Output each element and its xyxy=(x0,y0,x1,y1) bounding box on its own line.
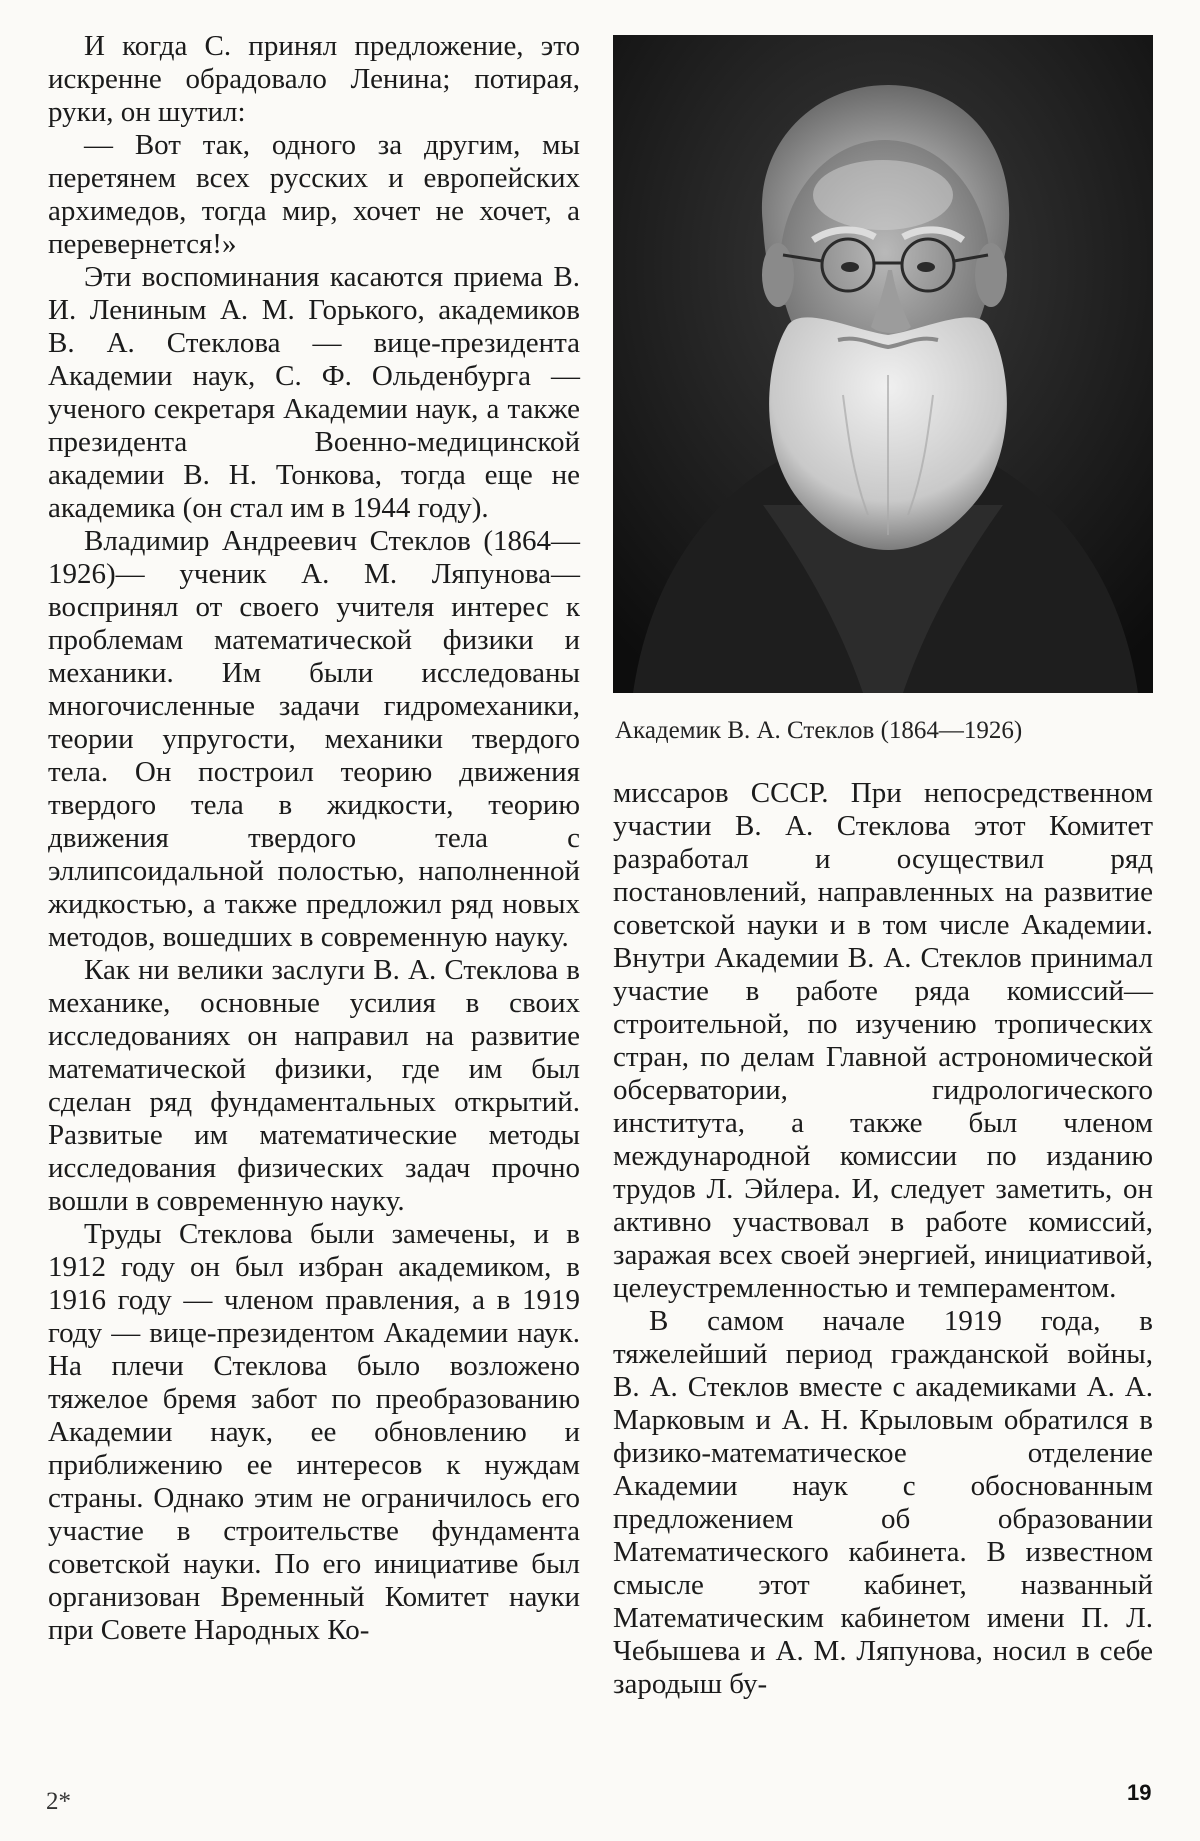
paragraph: В самом начале 1919 года, в тяжелейший период гражданской войны, В. А. Стеклов вместе с академиками А. А. Марковым и А. Н. Крыловым обратился в физико-математическое отделение Академии наук с обоснованным предложением об образовании Математического кабинета. В известном смысле этот кабинет, названный Математическим кабинетом имени П. Л. Чебышева и А. М. Ляпунова, носил в себе зародыш бу- xyxy=(613,1305,1153,1700)
paragraph: Эти воспоминания касаются приема В. И. Лениным А. М. Горького, академиков В. А. Стеклова — вице-президента Академии наук, С. Ф. Ольденбурга — ученого секретаря Академии наук, а также президента Военно-медицинской академии В. Н. Тонкова, тогда еще не академика (он стал им в 1944 году). xyxy=(48,261,580,524)
signature-mark: 2* xyxy=(46,1788,71,1815)
text-column-left xyxy=(48,30,580,1647)
portrait-photo xyxy=(613,35,1153,693)
photo-caption: Академик В. А. Стеклов (1864—1926) xyxy=(615,717,1023,744)
paragraph: И когда С. принял предложение, это искренне обрадовало Ленина; потирая, руки, он шутил: xyxy=(48,30,580,128)
paragraph: Как ни велики заслуги В. А. Стеклова в механике, основные усилия в своих исследованиях он направил на развитие математической физики, где им был сделан ряд фундаментальных открытий. Развитые им математические методы исследования физических задач прочно вошли в современную науку. xyxy=(48,954,580,1217)
text-column-right xyxy=(613,777,1153,1701)
page-number: 19 xyxy=(1127,1780,1152,1805)
paragraph-dialogue: — Вот так, одного за другим, мы перетянем всех русских и европейских архимедов, тогда мир, хочет не хочет, а перевернется!» xyxy=(48,129,580,260)
portrait-illustration xyxy=(613,35,1153,693)
paragraph-continued: миссаров СССР. При непосредственном участии В. А. Стеклова этот Комитет разработал и осуществил ряд постановлений, направленных на развитие советской науки и в том числе Академии. Внутри Академии В. А. Стеклов принимал участие в работе ряда комиссий—строительной, по изучению тропических стран, по делам Главной астрономической обсерватории, гидрологического института, а также был членом международной комиссии по изданию трудов Л. Эйлера. И, следует заметить, он активно участвовал в работе комиссий, заражая всех своей энергией, инициативой, целеустремленностью и темпераментом. xyxy=(613,777,1153,1304)
paragraph: Владимир Андреевич Стеклов (1864—1926)— ученик А. М. Ляпунова—воспринял от своего учителя интерес к проблемам математической физики и механики. Им были исследованы многочисленные задачи гидромеханики, теории упругости, механики твердого тела. Он построил теорию движения твердого тела в жидкости, теорию движения твердого тела с эллипсоидальной полостью, наполненной жидкостью, а также предложил ряд новых методов, вошедших в современную науку. xyxy=(48,525,580,953)
paragraph: Труды Стеклова были замечены, и в 1912 году он был избран академиком, в 1916 году — членом правления, а в 1919 году — вице-президентом Академии наук. На плечи Стеклова было возложено тяжелое бремя забот по преобразованию Академии наук, ее обновлению и приближению ее интересов к нуждам страны. Однако этим не ограничилось его участие в строительстве фундамента советской науки. По его инициативе был организован Временный Комитет науки при Совете Народных Ко- xyxy=(48,1218,580,1646)
